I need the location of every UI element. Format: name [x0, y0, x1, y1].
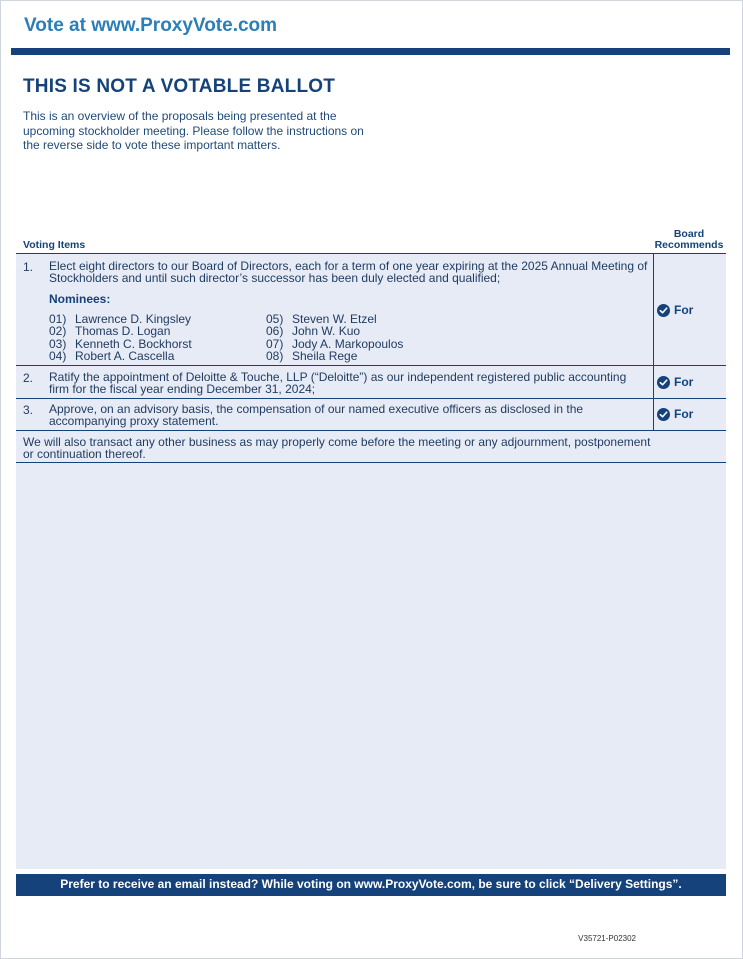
nominee: 04) Robert A. Cascella [49, 349, 175, 363]
check-circle-icon [657, 408, 670, 421]
bottom-rule [16, 895, 726, 896]
page-title: THIS IS NOT A VOTABLE BALLOT [23, 76, 336, 97]
board-recommendation-cell [653, 366, 727, 398]
nominee: 05) Steven W. Etzel [266, 312, 377, 326]
item-text: Ratify the appointment of Deloitte & Touche, LLP (“Deloitte”) as our independent registered public accounting firm for the fiscal year ending December 31, 2024; [49, 370, 627, 396]
voting-item-3 [16, 399, 726, 431]
recommendation-for: For [674, 303, 694, 317]
board-header-line1: Board [673, 228, 705, 240]
nominee: 03) Kenneth C. Bockhorst [49, 337, 192, 351]
nominee: 07) Jody A. Markopoulos [266, 337, 404, 351]
delivery-settings-banner: Prefer to receive an email instead? While voting on www.ProxyVote.com, be sure to click “Delivery Settings”. [16, 874, 726, 895]
item-text: Elect eight directors to our Board of Directors, each for a term of one year expiring at the 2025 Annual Meeting of Stockholders and until such director’s successor has been duly elected and qualified; [49, 259, 648, 285]
nominee: 01) Lawrence D. Kingsley [49, 312, 192, 326]
recommendation-for: For [674, 375, 694, 389]
item-text: Approve, on an advisory basis, the compensation of our named executive officers as disclosed in the accompanying proxy statement. [49, 402, 584, 428]
recommendation-for: For [674, 407, 694, 421]
nominees-header: Nominees: [49, 292, 111, 306]
intro-text: This is an overview of the proposals being presented at the upcoming stockholder meeting. Please follow the instructions on the reverse side to vote these important matters. [23, 109, 364, 152]
voting-items-header: Voting Items [23, 239, 86, 251]
nominee: 08) Sheila Rege [266, 349, 358, 363]
check-circle-icon [657, 376, 670, 389]
document-code: V35721-P02302 [578, 934, 636, 943]
nominee: 02) Thomas D. Logan [49, 324, 171, 338]
item-number: 1. [23, 260, 34, 274]
board-recommendation-cell [653, 254, 727, 365]
item-number: 2. [23, 371, 34, 385]
board-recommendation-cell [653, 399, 727, 430]
header-rule [11, 48, 730, 55]
voting-items-table [16, 253, 726, 869]
other-business-note: We will also transact any other business as may properly come before the meeting or any adjournment, postponement or continuation thereof. [23, 435, 651, 461]
check-circle-icon [657, 304, 670, 317]
item-number: 3. [23, 403, 34, 417]
board-recommends-header [654, 229, 724, 251]
voting-item-2 [16, 366, 726, 399]
board-header-line2: Recommends [654, 239, 724, 251]
proxyvote-link[interactable]: Vote at www.ProxyVote.com [24, 15, 278, 36]
voting-item-1 [16, 254, 726, 366]
nominee: 06) John W. Kuo [266, 324, 361, 338]
footnote-rule [16, 462, 726, 463]
